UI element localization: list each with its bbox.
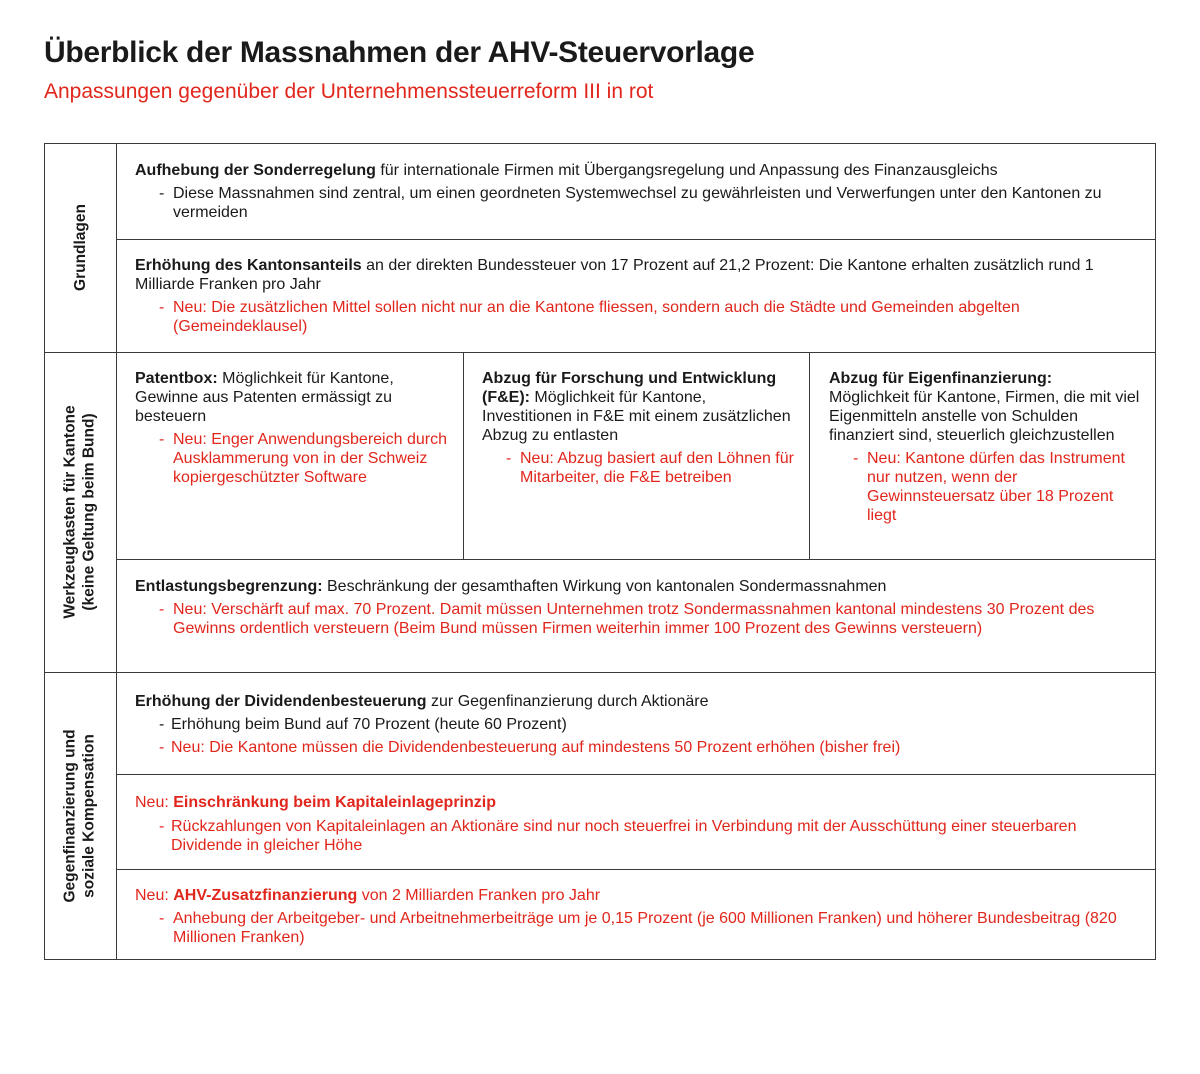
bullet-dash: - — [506, 450, 512, 467]
divider-gegen-row2 — [116, 869, 1156, 870]
bullet-text: Neu: Die zusätzlichen Mittel sollen nicht nur an die Kantone fliessen, sondern auch die Städte und Gemeinden abgelten (Gemeindeklausel) — [173, 299, 1020, 335]
cell-text: für internationale Firmen mit Übergangsregelung und Anpassung des Finanzausgleichs — [375, 162, 998, 179]
bullet-text: Erhöhung beim Bund auf 70 Prozent (heute 60 Prozent) — [171, 716, 567, 733]
section-label-werkzeugkasten — [44, 352, 116, 672]
cell-heading: Patentbox: — [135, 370, 218, 387]
divider-section-werkzeug — [44, 352, 1156, 353]
cell-sonderregelung — [135, 161, 1140, 222]
bullet-dash: - — [159, 299, 165, 316]
section-label-gegenfinanzierung — [44, 672, 116, 960]
bullet-dash: - — [853, 450, 859, 467]
cell-text: Beschränkung der gesamthaften Wirkung von kantonalen Sondermassnahmen — [322, 578, 887, 595]
bullet-dash: - — [159, 431, 165, 448]
new-prefix: Neu: — [135, 794, 174, 811]
bullet-text: Anhebung der Arbeitgeber- und Arbeitnehmerbeiträge um je 0,15 Prozent (je 600 Millionen Franken) und höherer Bundesbeitrag (820 Millionen Franken) — [173, 910, 1117, 946]
divider-gegen-row1 — [116, 774, 1156, 775]
section-label-line1: Werkzeugkasten für Kantone — [62, 405, 80, 619]
cell-patentbox — [135, 369, 450, 487]
bullet-dash: - — [159, 601, 165, 618]
cell-text: an der direkten Bundessteuer von 17 Prozent auf 21,2 Prozent: Die Kantone erhalten zusätzlich rund 1 Milliarde Franken pro Jahr — [135, 257, 1094, 293]
cell-kapitaleinlageprinzip — [135, 793, 1140, 855]
divider-col-forschung — [463, 352, 464, 559]
bullet-text: Neu: Abzug basiert auf den Löhnen für Mitarbeiter, die F&E betreiben — [520, 450, 794, 486]
section-label-text: Grundlagen — [71, 204, 89, 291]
cell-text: von 2 Milliarden Franken pro Jahr — [357, 887, 601, 904]
section-label-grundlagen — [44, 143, 116, 352]
cell-heading: Einschränkung beim Kapitaleinlageprinzip — [173, 794, 496, 811]
new-prefix: Neu: — [135, 887, 174, 904]
cell-kantonsanteil — [135, 256, 1140, 336]
cell-heading: Abzug für Eigenfinanzierung: — [829, 370, 1053, 387]
bullet-dash: - — [159, 739, 165, 756]
cell-heading: Abzug für Forschung und Entwicklung (F&E): — [482, 370, 777, 406]
divider-werkzeug-rows — [116, 559, 1156, 560]
divider-col-eigenfinanzierung — [809, 352, 810, 559]
section-label-line2: soziale Kompensation — [81, 734, 98, 898]
section-label-line2: (keine Geltung beim Bund) — [81, 413, 99, 611]
cell-text: Möglichkeit für Kantone, Gewinne aus Patenten ermässigt zu besteuern — [135, 370, 394, 425]
page-title: Überblick der Massnahmen der AHV-Steuervorlage — [44, 36, 755, 69]
cell-text: Möglichkeit für Kantone, Firmen, die mit viel Eigenmitteln anstelle von Schulden finanziert sind, steuerlich gleichzustellen — [829, 389, 1140, 444]
cell-text: Möglichkeit für Kantone, Investitionen in F&E mit einem zusätzlichen Abzug zu entlasten — [482, 389, 791, 444]
cell-eigenfinanzierung — [829, 369, 1144, 525]
bullet-dash: - — [159, 185, 165, 202]
cell-dividendenbesteuerung — [135, 692, 1140, 757]
bullet-dash: - — [159, 910, 165, 927]
cell-heading: Erhöhung des Kantonsanteils — [135, 257, 362, 274]
page-subtitle: Anpassungen gegenüber der Unternehmenssteuerreform III in rot — [44, 80, 654, 103]
cell-entlastungsbegrenzung — [135, 577, 1140, 638]
bullet-text: Neu: Enger Anwendungsbereich durch Ausklammerung von in der Schweiz kopiergeschützter Software — [173, 431, 447, 486]
bullet-text: Neu: Verschärft auf max. 70 Prozent. Damit müssen Unternehmen trotz Sondermassnahmen kantonal mindestens 30 Prozent des Gewinns ordentlich versteuern (Beim Bund müssen Firmen weiterhin immer 100 Prozent des Gewinns versteuern) — [173, 601, 1095, 637]
bullet-text: Diese Massnahmen sind zentral, um einen geordneten Systemwechsel zu gewährleisten und Verwerfungen unter den Kantonen zu vermeiden — [173, 185, 1102, 221]
divider-section-gegenfinanzierung — [44, 672, 1156, 673]
cell-heading: Aufhebung der Sonderregelung — [135, 162, 376, 179]
label-column-divider — [116, 143, 117, 960]
divider-grundlagen-rows — [116, 239, 1156, 240]
bullet-dash: - — [159, 818, 165, 835]
cell-heading: AHV-Zusatzfinanzierung — [173, 887, 358, 904]
bullet-text: Rückzahlungen von Kapitaleinlagen an Aktionäre sind nur noch steuerfrei in Verbindung mit der Ausschüttung einer steuerbaren Dividende in gleicher Höhe — [171, 818, 1077, 854]
bullet-text: Neu: Die Kantone müssen die Dividendenbesteuerung auf mindestens 50 Prozent erhöhen (bisher frei) — [171, 739, 901, 756]
bullet-dash: - — [159, 716, 165, 733]
cell-forschung-entwicklung — [482, 369, 797, 487]
bullet-text: Neu: Kantone dürfen das Instrument nur nutzen, wenn der Gewinnsteuersatz über 18 Prozent liegt — [867, 450, 1125, 524]
cell-heading: Entlastungsbegrenzung: — [135, 578, 323, 595]
cell-text: zur Gegenfinanzierung durch Aktionäre — [426, 693, 709, 710]
cell-ahv-zusatzfinanzierung — [135, 886, 1140, 947]
section-label-line1: Gegenfinanzierung und — [62, 729, 79, 903]
cell-heading: Erhöhung der Dividendenbesteuerung — [135, 693, 427, 710]
